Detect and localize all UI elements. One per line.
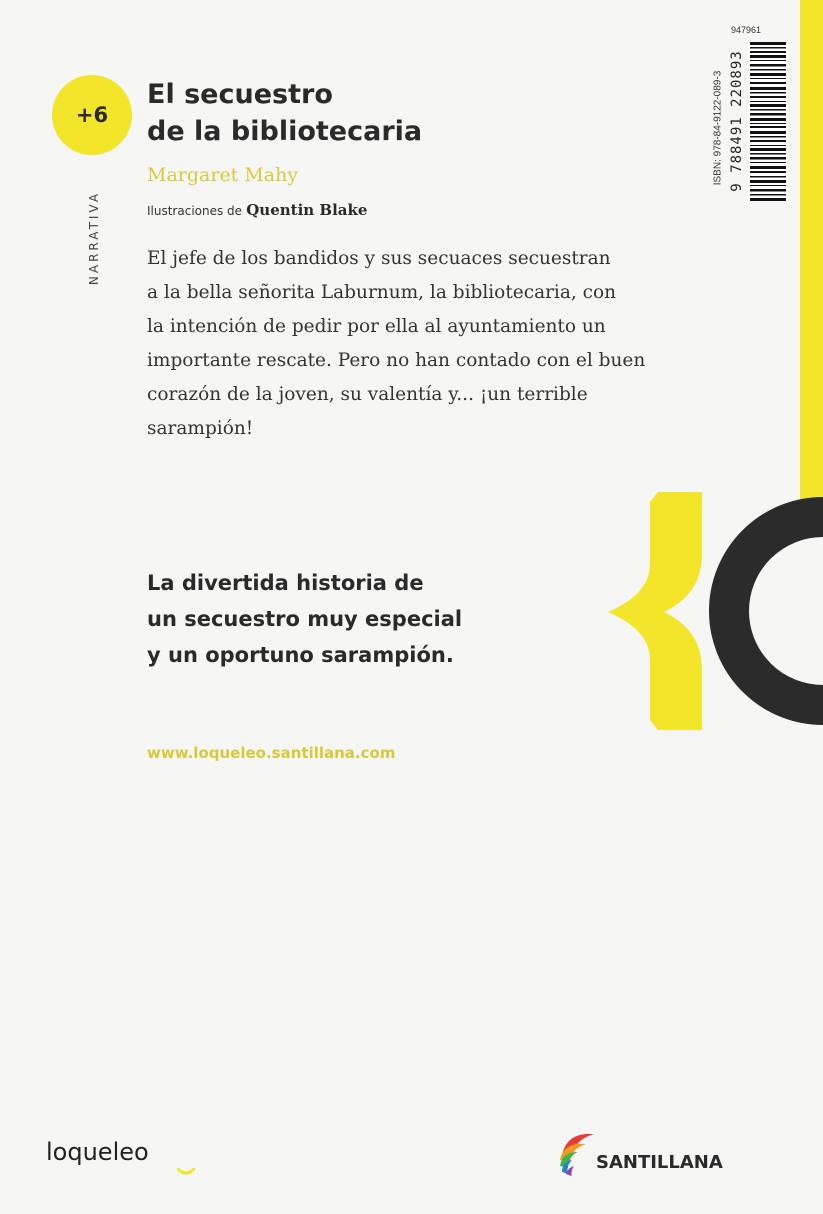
collection-label: NARRATIVA	[87, 190, 101, 286]
synopsis	[147, 242, 707, 446]
bracket-and-ring-decoration	[590, 480, 823, 742]
synopsis-line: importante rescate. Pero no han contado con el buen	[147, 350, 646, 371]
isbn-label: ISBN: 978-84-9122-089-3	[712, 70, 724, 186]
publisher-name: SANTILLANA	[596, 1152, 723, 1173]
imprint-logo	[46, 1138, 149, 1166]
tagline-line: y un oportuno sarampión.	[147, 643, 454, 667]
book-title-line-1: El secuestro	[147, 79, 333, 110]
book-title	[147, 76, 422, 150]
catalog-number: 947961	[731, 25, 762, 35]
age-badge	[52, 75, 132, 155]
website-link[interactable]: www.loqueleo.santillana.com	[147, 744, 396, 762]
illustrator-credit	[147, 201, 367, 219]
barcode-digits: 9 788491 220893	[729, 50, 745, 192]
synopsis-line: a la bella señorita Laburnum, la bibliotecaria, con	[147, 282, 617, 303]
barcode-image	[748, 42, 788, 202]
illustrator-label: Ilustraciones de	[147, 204, 243, 218]
smile-icon	[177, 1168, 195, 1177]
synopsis-line: El jefe de los bandidos y sus secuaces secuestran	[147, 248, 611, 269]
tagline-line: un secuestro muy especial	[147, 607, 463, 631]
age-badge-label: +6	[75, 103, 109, 127]
tagline	[147, 565, 462, 673]
yellow-edge-strip	[800, 0, 823, 520]
author-name: Margaret Mahy	[147, 164, 299, 186]
synopsis-line: corazón de la joven, su valentía y... ¡un terrible	[147, 384, 588, 405]
tagline-line: La divertida historia de	[147, 571, 424, 595]
imprint-name: loqueleo	[46, 1138, 149, 1166]
book-title-line-2: de la bibliotecaria	[147, 116, 423, 147]
synopsis-line: sarampión!	[147, 418, 254, 439]
illustrator-name: Quentin Blake	[246, 201, 368, 219]
publisher-mark-icon	[556, 1126, 596, 1176]
synopsis-line: la intención de pedir por ella al ayuntamiento un	[147, 316, 606, 337]
